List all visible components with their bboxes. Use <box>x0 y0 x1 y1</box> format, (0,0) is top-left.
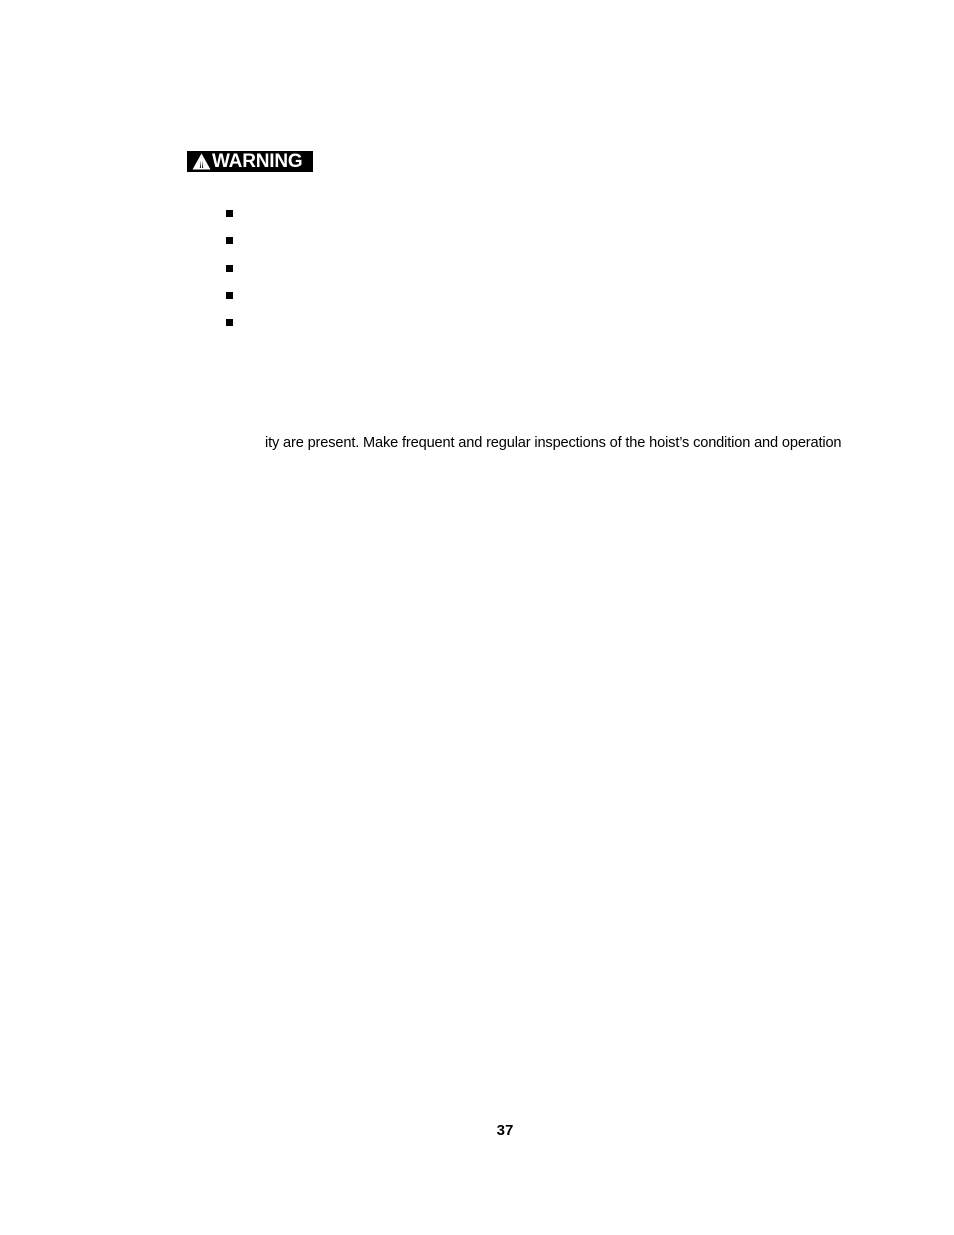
bullet-square-icon <box>226 210 233 217</box>
bullet-square-icon <box>226 265 233 272</box>
page-number: 37 <box>496 1122 514 1139</box>
bullet-list <box>226 208 253 344</box>
list-item <box>226 263 253 290</box>
warning-triangle-icon <box>192 153 211 170</box>
list-item <box>226 208 253 235</box>
body-text-line: ity are present. Make frequent and regular inspections of the hoist’s condition and operation <box>265 435 842 451</box>
warning-badge <box>187 151 313 172</box>
list-item <box>226 235 253 262</box>
bullet-square-icon <box>226 237 233 244</box>
bullet-square-icon <box>226 292 233 299</box>
warning-label: WARNING <box>212 151 303 172</box>
list-item <box>226 317 253 344</box>
list-item <box>226 290 253 317</box>
bullet-square-icon <box>226 319 233 326</box>
